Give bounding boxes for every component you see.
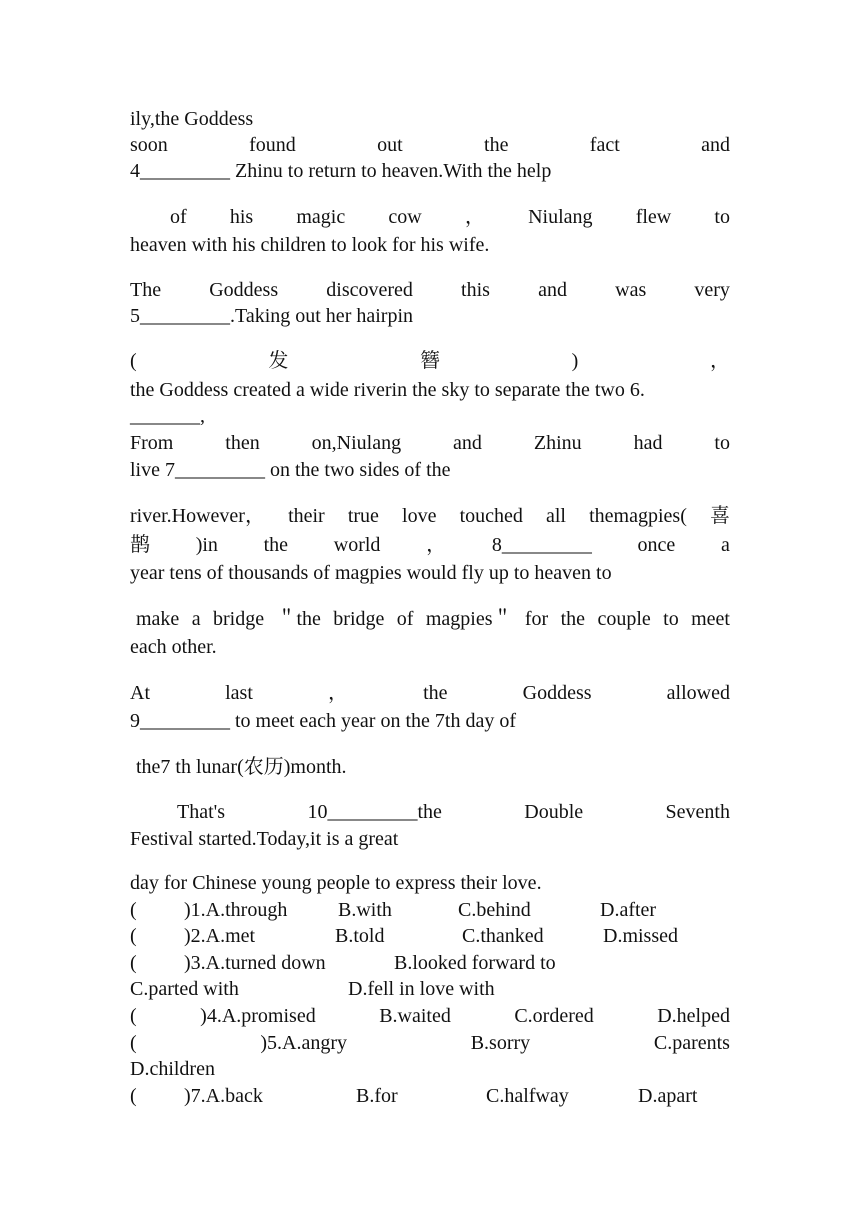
- passage-line: _______,: [130, 405, 205, 427]
- passage-line: of his magic cow ， Niulang flew to: [170, 206, 730, 228]
- passage-line: The Goddess discovered this and was very: [130, 279, 730, 301]
- question-5-option-d: D.children: [130, 1058, 215, 1080]
- question-3-options: C.parted with D.fell in love with: [130, 978, 495, 1000]
- passage-line: From then on,Niulang and Zhinu had to: [130, 432, 730, 454]
- question-3: ( )3.A.turned down B.looked forward to: [130, 952, 556, 974]
- passage-line: At last ， the Goddess allowed: [130, 682, 730, 704]
- passage-line: 9_________ to meet each year on the 7th day of: [130, 710, 516, 732]
- passage-line: live 7_________ on the two sides of the: [130, 459, 451, 481]
- passage-line: the7 th lunar(农历)month.: [136, 756, 347, 778]
- passage-line: 鹊 )in the world ， 8_________ once a: [130, 534, 730, 556]
- passage-line: ily,the Goddess: [130, 108, 254, 130]
- question-2: ( )2.A.met B.told C.thanked D.missed: [130, 925, 678, 947]
- question-1: ( )1.A.through B.with C.behind D.after: [130, 899, 657, 921]
- question-5: ( )5.A.angry B.sorry C.parents: [130, 1032, 730, 1054]
- passage-line: each other.: [130, 636, 217, 658]
- passage-line: year tens of thousands of magpies would fly up to heaven to: [130, 562, 612, 584]
- passage-line: day for Chinese young people to express their love.: [130, 872, 542, 894]
- passage-line: river.However， their true love touched all themagpies( 喜: [130, 505, 730, 527]
- passage-line: Festival started.Today,it is a great: [130, 828, 399, 850]
- question-4: ( )4.A.promised B.waited C.ordered D.helped: [130, 1005, 730, 1027]
- passage-line: the Goddess created a wide riverin the sky to separate the two 6.: [130, 379, 645, 401]
- passage-line: That's 10_________the Double Seventh: [177, 801, 730, 823]
- passage-line: soon found out the fact and: [130, 134, 730, 156]
- passage-line: 5_________.Taking out her hairpin: [130, 305, 413, 327]
- passage-line: 4_________ Zhinu to return to heaven.With the help: [130, 160, 552, 182]
- question-7: ( )7.A.back B.for C.halfway D.apart: [130, 1085, 698, 1107]
- passage-line: heaven with his children to look for his wife.: [130, 234, 490, 256]
- passage-line: ( 发 簪 ) ，: [130, 350, 730, 372]
- passage-line: make a bridge ＂the bridge of magpies＂ for the couple to meet: [136, 608, 730, 630]
